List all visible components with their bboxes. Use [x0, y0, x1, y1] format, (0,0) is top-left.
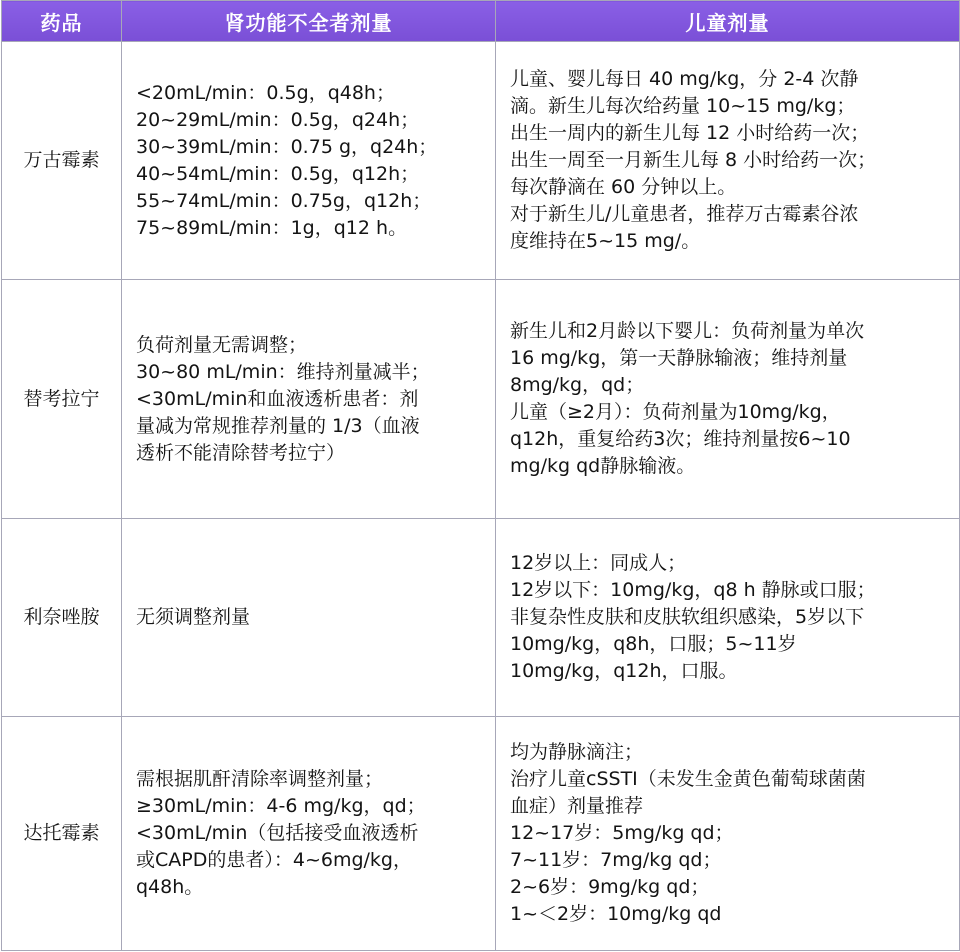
table-row [2, 42, 960, 280]
renal-dose-cell: <20mL/min：0.5g，q48h； 20~29mL/min：0.5g，q24h； 30~39mL/min：0.75 g，q24h； 40~54mL/min：0.5g，q12h； 55~74mL/min：0.75g，q12h； 75~89mL/min：1g，q12 h。 [122, 42, 496, 280]
child-dose-cell: 均为静脉滴注； 治疗儿童cSSTI（未发生金黄色葡萄球菌菌 血症）剂量推荐 12~17岁：5mg/kg qd； 7~11岁：7mg/kg qd； 2~6岁：9mg/kg qd； 1~＜2岁：10mg/kg qd [496, 717, 960, 951]
dosage-table [1, 0, 960, 951]
table-header [2, 1, 960, 42]
drug-name-cell: 替考拉宁 [2, 280, 122, 519]
table-row [2, 717, 960, 951]
header-renal-dose: 肾功能不全者剂量 [122, 1, 496, 42]
renal-dose-cell: 负荷剂量无需调整； 30~80 mL/min：维持剂量减半； <30mL/min和血液透析患者：剂 量减为常规推荐剂量的 1/3（血液 透析不能清除替考拉宁） [122, 280, 496, 519]
drug-name-cell: 万古霉素 [2, 42, 122, 280]
table-row [2, 519, 960, 717]
header-drug: 药品 [2, 1, 122, 42]
child-dose-cell: 儿童、婴儿每日 40 mg/kg，分 2-4 次静 滴。新生儿每次给药量 10~15 mg/kg； 出生一周内的新生儿每 12 小时给药一次； 出生一周至一月新生儿每 8 小时给药一次； 每次静滴在 60 分钟以上。 对于新生儿/儿童患者，推荐万古霉素谷浓 度维持在5~15 mg/。 [496, 42, 960, 280]
drug-name-cell: 利奈唑胺 [2, 519, 122, 717]
header-row [2, 1, 960, 42]
table-row [2, 280, 960, 519]
child-dose-cell: 12岁以上：同成人； 12岁以下：10mg/kg，q8 h 静脉或口服； 非复杂性皮肤和皮肤软组织感染，5岁以下 10mg/kg，q8h，口服；5~11岁 10mg/kg，q12h，口服。 [496, 519, 960, 717]
child-dose-cell: 新生儿和2月龄以下婴儿：负荷剂量为单次 16 mg/kg，第一天静脉输液；维持剂量 8mg/kg，qd； 儿童（≥2月）：负荷剂量为10mg/kg， q12h，重复给药3次；维持剂量按6~10 mg/kg qd静脉输液。 [496, 280, 960, 519]
drug-name-cell: 达托霉素 [2, 717, 122, 951]
renal-dose-cell: 无须调整剂量 [122, 519, 496, 717]
header-child-dose: 儿童剂量 [496, 1, 960, 42]
renal-dose-cell: 需根据肌酐清除率调整剂量； ≥30mL/min：4-6 mg/kg，qd； <30mL/min（包括接受血液透析 或CAPD的患者）：4~6mg/kg， q48h。 [122, 717, 496, 951]
table-body [2, 42, 960, 951]
